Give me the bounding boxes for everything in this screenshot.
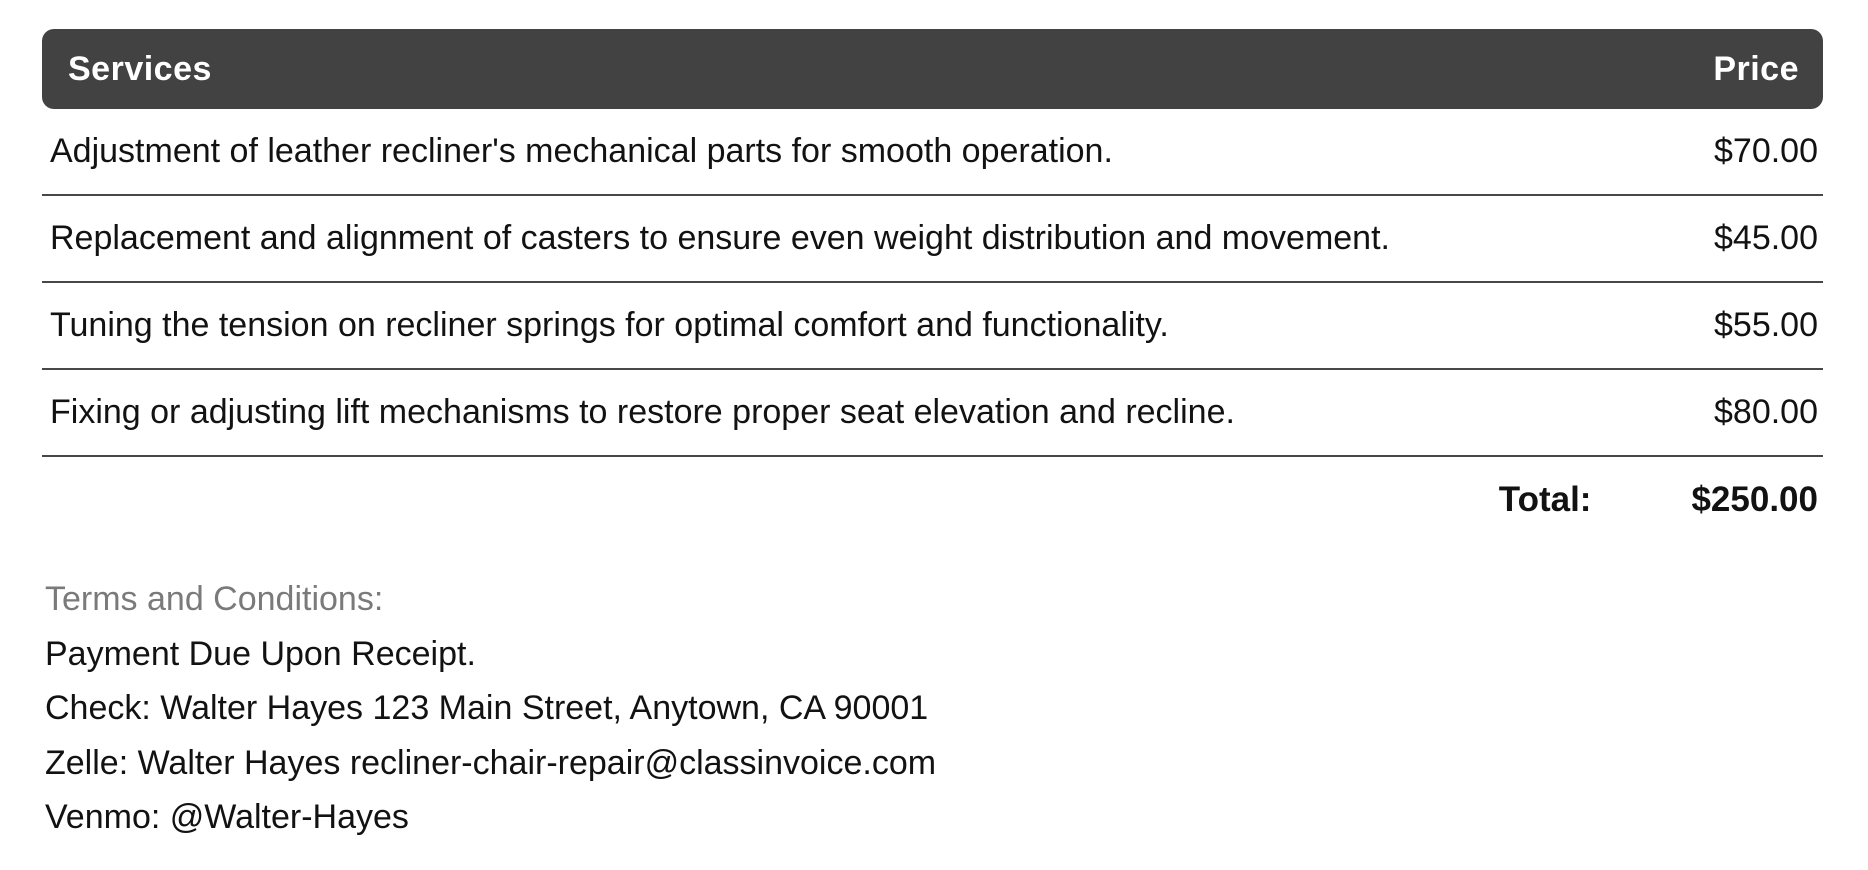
table-header bbox=[42, 29, 1823, 109]
service-price: $55.00 bbox=[1714, 306, 1818, 344]
terms-line-check: Check: Walter Hayes 123 Main Street, Anytown, CA 90001 bbox=[45, 689, 929, 727]
service-description: Fixing or adjusting lift mechanisms to restore proper seat elevation and recline. bbox=[50, 393, 1235, 431]
service-description: Tuning the tension on recliner springs for optimal comfort and functionality. bbox=[50, 306, 1169, 344]
total-value: $250.00 bbox=[1691, 479, 1818, 519]
terms-line-payment: Payment Due Upon Receipt. bbox=[45, 634, 476, 673]
total-label: Total: bbox=[1498, 479, 1592, 519]
price-column-header: Price bbox=[1713, 49, 1799, 88]
total-row bbox=[42, 457, 1823, 542]
service-price: $80.00 bbox=[1714, 393, 1818, 431]
table-row bbox=[42, 283, 1823, 370]
terms-heading: Terms and Conditions: bbox=[45, 580, 384, 618]
table-row bbox=[42, 370, 1823, 457]
service-description: Adjustment of leather recliner's mechanical parts for smooth operation. bbox=[50, 132, 1113, 170]
terms-line-venmo: Venmo: @Walter-Hayes bbox=[45, 798, 409, 836]
service-price: $45.00 bbox=[1714, 219, 1818, 257]
terms-line-zelle: Zelle: Walter Hayes recliner-chair-repair@classinvoice.com bbox=[45, 743, 937, 782]
service-price: $70.00 bbox=[1714, 132, 1818, 170]
service-description: Replacement and alignment of casters to ensure even weight distribution and movement. bbox=[50, 219, 1390, 257]
table-row bbox=[42, 196, 1823, 283]
services-column-header: Services bbox=[68, 49, 212, 88]
terms-section bbox=[45, 572, 936, 845]
services-table bbox=[42, 29, 1823, 542]
table-row bbox=[42, 109, 1823, 196]
